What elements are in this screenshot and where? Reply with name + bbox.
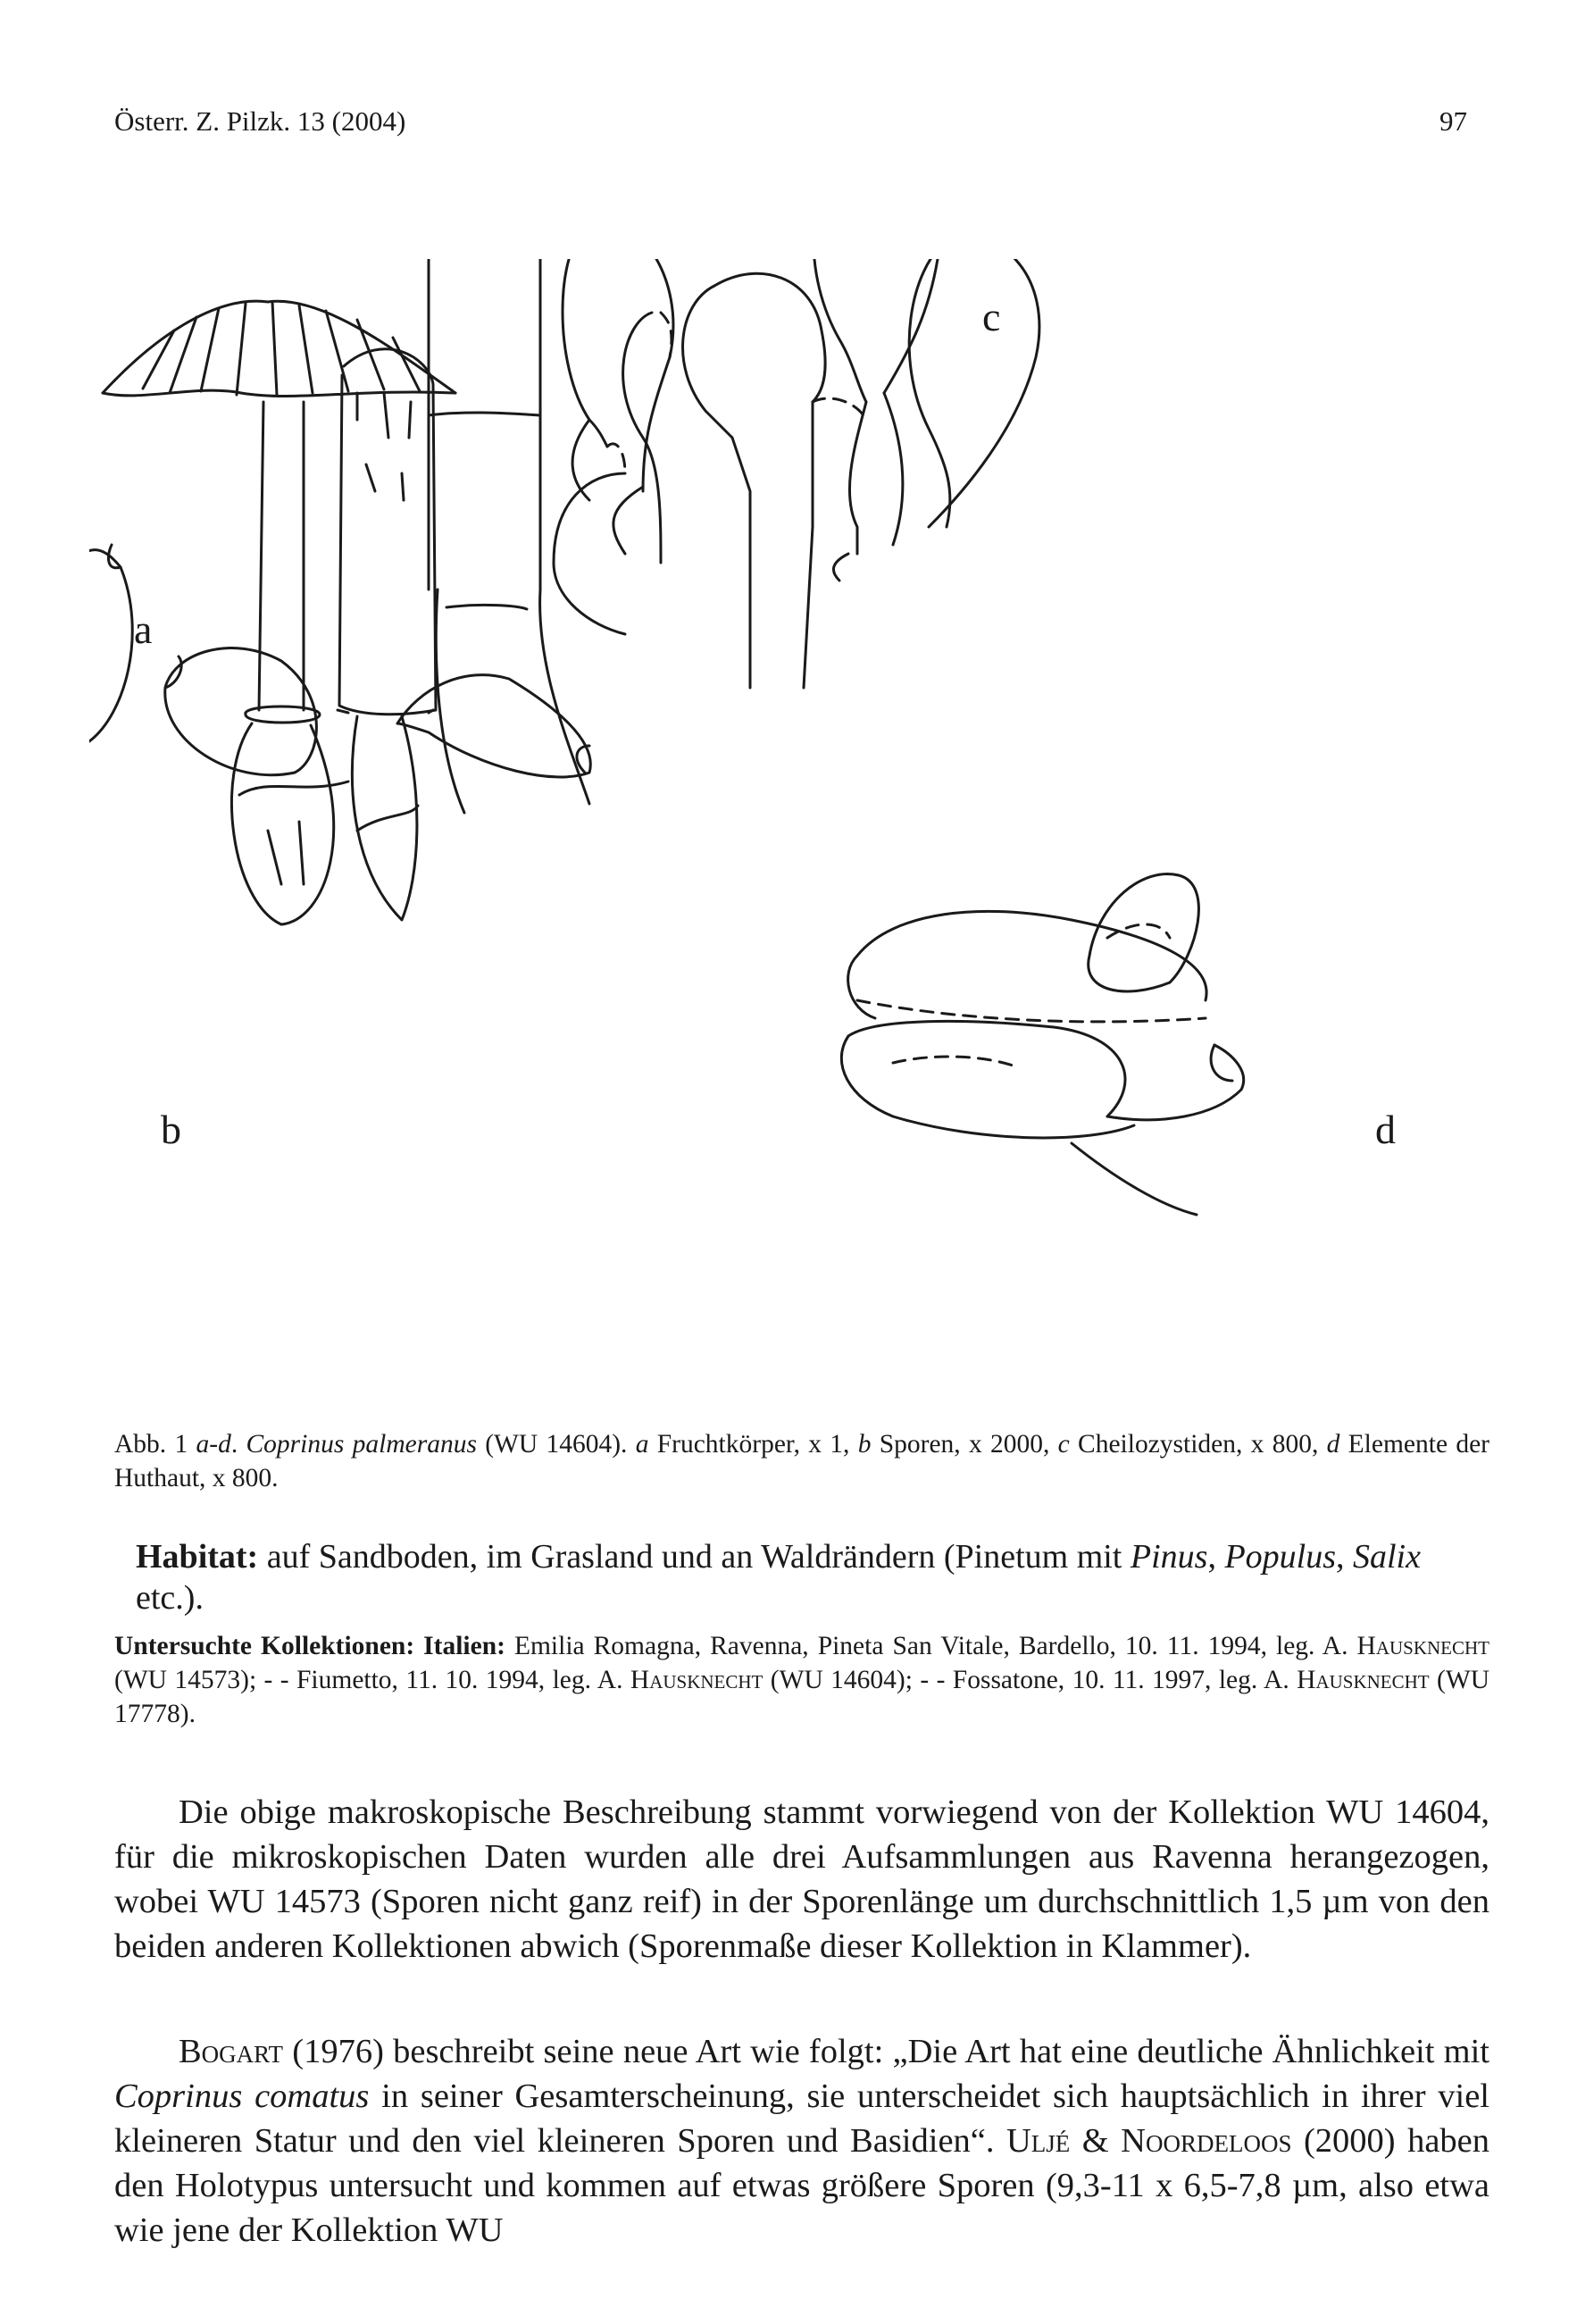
figure-caption: Abb. 1 a-d. Coprinus palmeranus (WU 14604). a Fruchtkörper, x 1, b Sporen, x 2000, c Cheilozystiden, x 800, d Elemente der Huthaut, x 800. [114, 1430, 1490, 1492]
label-c: c [982, 294, 1001, 339]
description-paragraph: Die obige makroskopische Beschreibung stammt vorwiegend von der Kollektion WU 14604, für die mikroskopischen Daten wurden alle drei Aufsammlungen aus Ravenna herangezogen, wobei WU 14573 (Sporen nicht ganz reif) in der Sporenlänge um durchschnittlich 1,5 µm von den beiden anderen Kollektionen abwich (Sporenmaße dieser Kollektion in Klammer). [114, 1793, 1489, 1965]
label-b: b [161, 1107, 181, 1152]
label-a: a [134, 606, 153, 652]
cap-cuticle-drawing [841, 874, 1243, 1215]
fruitbody-young-drawing [338, 349, 436, 920]
cheilocystidia-drawing [554, 259, 1039, 688]
mushroom-drawing [89, 259, 1518, 1384]
journal-header: Österr. Z. Pilzk. 13 (2004) [114, 105, 406, 137]
figure-illustration [89, 259, 1518, 1384]
collections-paragraph: Untersuchte Kollektionen: Italien: Emilia Romagna, Ravenna, Pineta San Vitale, Bardello, 10. 11. 1994, leg. A. Hausknecht (WU 14573); - - Fiumetto, 11. 10. 1994, leg. A. Hausknecht (WU 14604); - - Fossatone, 10. 11. 1997, leg. A. Hausknecht (WU 17778). [114, 1632, 1490, 1728]
habitat-paragraph: Habitat: auf Sandboden, im Grasland und an Waldrändern (Pinetum mit Pinus, Populus, Salix etc.). [136, 1538, 1421, 1617]
label-d: d [1375, 1107, 1396, 1152]
comparison-paragraph: Bogart (1976) beschreibt seine neue Art wie folgt: „Die Art hat eine deutliche Ähnlichkeit mit Coprinus comatus in seiner Gesamterscheinung, sie unterscheidet sich hauptsächlich in ihrer viel kleineren Statur und den viel kleineren Sporen und Basidien“. Uljé & Noordeloos (2000) haben den Holotypus untersucht und kommen auf etwas größere Sporen (9,3-11 x 6,5-7,8 µm, also etwa wie jene der Kollektion WU [114, 2033, 1489, 2249]
page-number: 97 [1439, 105, 1467, 137]
fruitbody-open-drawing [103, 301, 455, 924]
